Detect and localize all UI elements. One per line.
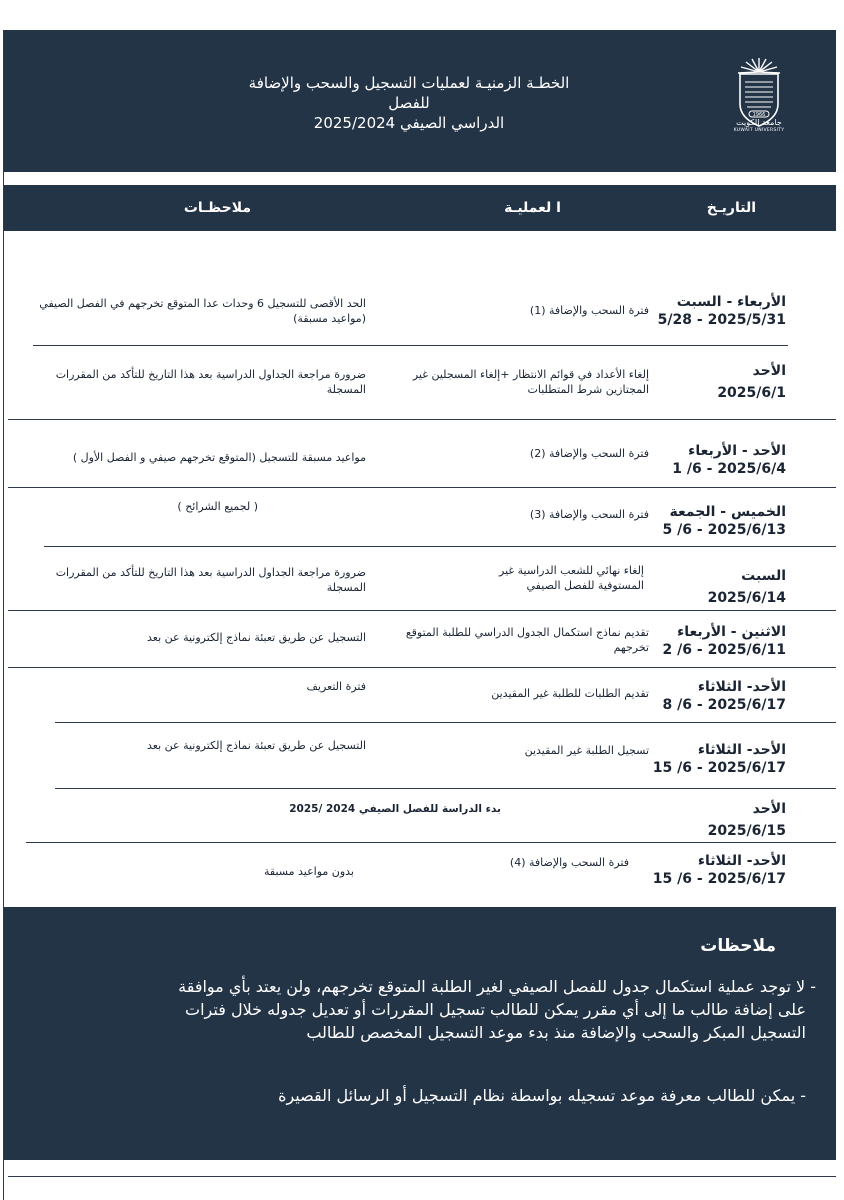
row-date-range: 2025/6/17 - 6/ 15 (652, 871, 786, 887)
page-bottom-line (8, 1176, 836, 1177)
note-line: - لا توجد عملية استكمال جدول للفصل الصيفي لغير الطلبة المتوقع تخرجهم، ولن يعتد بأي موافقة (178, 977, 816, 996)
row-notes: ( لجميع الشرائح ) (177, 500, 258, 513)
row-date-days: الأربعاء - السبت (676, 294, 786, 310)
kuwait-university-logo-icon (730, 52, 788, 162)
row-date-days: الأحد (752, 363, 786, 379)
row-notes: فترة التعريف (306, 680, 366, 693)
row-operation: إلغاء الأعداد في قوائم الانتظار +إلغاء المسجلين غير المجتازين شرط المتطلبات (412, 368, 649, 396)
row-date-days: الأحد- الثلاثاء (697, 853, 786, 869)
row-operation: فترة السحب والإضافة (3) (529, 508, 649, 521)
row-operation: تقديم الطلبات للطلبة غير المقيدين (491, 687, 649, 700)
row-operation: فترة السحب والإضافة (4) (509, 856, 629, 869)
row-notes: الحد الأقصى للتسجيل 6 وحدات عدا المتوقع تخرجهم في الفصل الصيفي (مواعيد مسبقة) (39, 297, 366, 325)
row-operation: تسجيل الطلبة غير المقيدين (524, 744, 649, 757)
row-date-days: الاثنين - الأربعاء (677, 624, 786, 640)
row-date-days: السبت (741, 568, 786, 584)
row-notes: مواعيد مسبقة للتسجيل (المتوقع تخرجهم صيفي و الفصل الأول ) (72, 451, 366, 464)
header-banner (4, 30, 836, 172)
row-divider (8, 610, 836, 611)
page-title-line2: الدراسي الصيفي 2025/2024 (313, 114, 505, 132)
note-line: التسجيل المبكر والسحب والإضافة منذ بدء موعد التسجيل المخصص للطالب (306, 1023, 806, 1042)
row-date-range: 2025/6/17 - 6/ 8 (662, 697, 786, 713)
note-line: - يمكن للطالب معرفة موعد تسجيله بواسطة نظام التسجيل أو الرسائل القصيرة (278, 1086, 806, 1105)
logo-year: 1966 (752, 112, 766, 118)
row-divider (33, 345, 788, 346)
column-header-operation: ا لعمليـة (504, 200, 561, 216)
row-operation: فترة السحب والإضافة (2) (529, 447, 649, 460)
row-divider (55, 788, 836, 789)
row-date-range: 2025/6/4 - 6/ 1 (672, 461, 786, 477)
note-line: على إضافة طالب ما إلى أي مقرر يمكن للطالب تسجيل المقررات أو تعديل جدوله خلال فترات (185, 1000, 806, 1019)
row-notes: بدون مواعيد مسبقة (264, 865, 354, 878)
row-date-range: 2025/6/14 (707, 590, 786, 606)
column-header-date: التاريـخ (706, 200, 756, 216)
row-date-range: 2025/6/13 - 6/ 5 (662, 522, 786, 538)
row-operation: فترة السحب والإضافة (1) (529, 304, 649, 317)
row-divider (55, 722, 836, 723)
row-operation: تقديم نماذج استكمال الجدول الدراسي للطلبة المتوقع تخرجهم (405, 626, 649, 654)
page-title (229, 73, 589, 133)
column-header-notes: ملاحظـات (183, 200, 251, 216)
row-date-range: 2025/6/1 (717, 385, 786, 401)
row-divider (8, 487, 836, 488)
row-date-days: الأحد- الثلاثاء (697, 742, 786, 758)
row-date-days: الأحد- الثلاثاء (697, 679, 786, 695)
notes-panel (4, 907, 836, 1160)
row-notes: ضرورة مراجعة الجداول الدراسية بعد هذا التاريخ للتأكد من المقررات المسجلة (55, 368, 366, 396)
row-date-days: الخميس - الجمعة (669, 504, 786, 520)
row-date (596, 800, 786, 840)
row-date-days: الأحد - الأربعاء (688, 443, 786, 459)
row-date-range: 2025/6/17 - 6/ 15 (652, 760, 786, 776)
row-span-text: بدء الدراسة للفصل الصيفي 2024 /2025 (289, 803, 501, 815)
row-notes: ضرورة مراجعة الجداول الدراسية بعد هذا التاريخ للتأكد من المقررات المسجلة (55, 566, 366, 594)
row-date-range: 2025/5/31 - 5/28 (657, 312, 786, 328)
row-date-range: 2025/6/11 - 6/ 2 (662, 642, 786, 658)
row-divider (8, 667, 836, 668)
row-divider (26, 842, 836, 843)
row-operation: إلغاء نهائي للشعب الدراسية غير المستوفية للفصل الصيفي (499, 564, 644, 592)
row-date-range: 2025/6/15 (707, 823, 786, 839)
notes-title: ملاحظات (700, 936, 776, 956)
row-notes: التسجيل عن طريق تعبئة نماذج إلكترونية عن بعد (147, 631, 366, 644)
logo-arabic-name: جامعة الكويت (736, 118, 782, 127)
row-date-days: الأحد (752, 801, 786, 817)
row-divider (44, 546, 836, 547)
row-divider (8, 419, 836, 420)
row-notes: التسجيل عن طريق تعبئة نماذج إلكترونية عن بعد (147, 739, 366, 752)
table-header (4, 185, 836, 231)
logo-english-name: KUWAIT UNIVERSITY (733, 128, 785, 133)
page-title-line1: الخطـة الزمنيـة لعمليات التسجيل والسحب والإضافة للفصل (248, 74, 570, 112)
